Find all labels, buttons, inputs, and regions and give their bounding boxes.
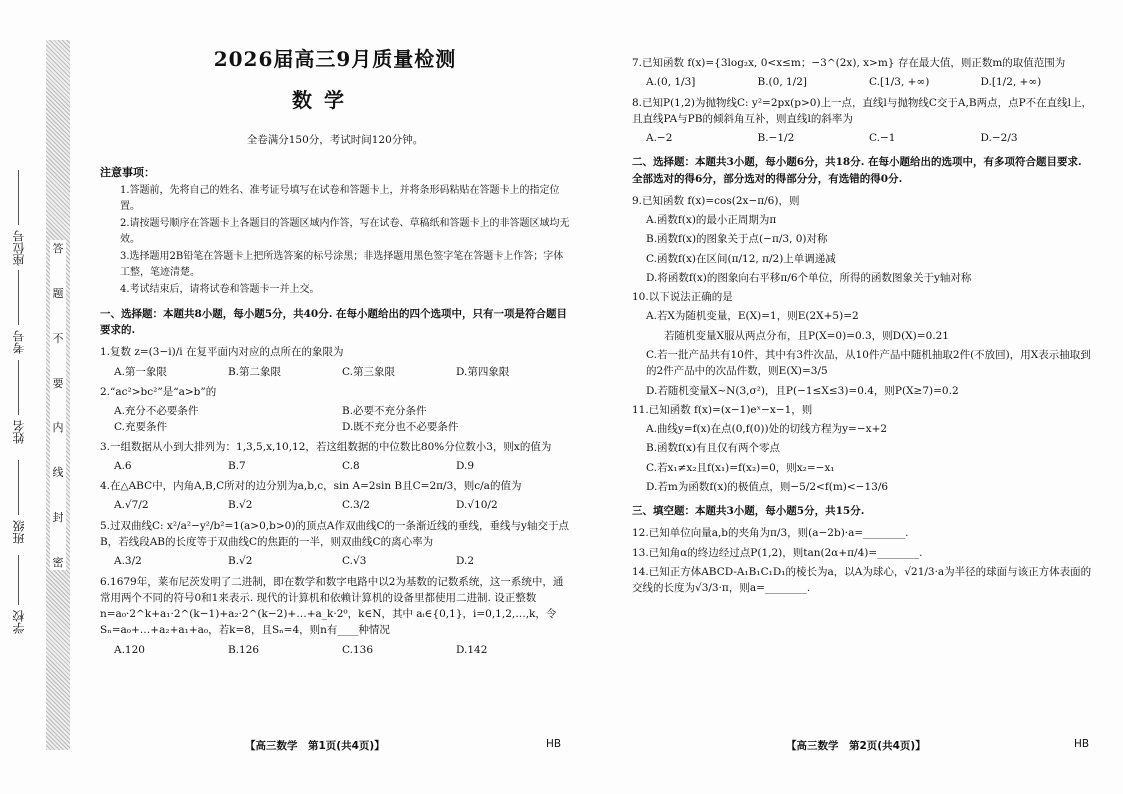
question-10: 10.以下说法正确的是 (632, 291, 733, 304)
question-8-options (646, 130, 1092, 146)
question-1-options (114, 364, 570, 380)
option: D.既不充分也不必要条件 (342, 421, 459, 434)
seal-char: 不 (52, 331, 64, 345)
note-item: 3.选择题用2B铅笔在答题卡上把所选答案的标号涂黑；非选择题用黑色签字笔在答题卡上作答；字体工整，笔迹清楚。 (120, 251, 564, 278)
option: B.(0, 1/2] (757, 76, 808, 89)
option: A.第一象限 (114, 365, 167, 378)
option: D.若m为函数f(x)的极值点，则−5/2<f(m)<−13/6 (646, 480, 889, 493)
binding-margin (0, 0, 100, 794)
question-7: 7.已知函数 f(x)={3log₂x, 0<x≤m；−3^(2x), x>m} 存在最大值，则正数m的取值范围为 (632, 57, 1066, 69)
option: B.126 (228, 643, 260, 656)
question-4: 4.在△ABC中，内角A,B,C所对的边分别为a,b,c，sin A=2sin B且C=2π/3，则c/a的值为 (100, 480, 522, 493)
question-9: 9.已知函数 f(x)=cos(2x−π/6)，则 (632, 194, 800, 207)
notes-title: 注意事项： (100, 166, 155, 180)
option: C.若x₁≠x₂且f(x₁)=f(x₂)=0，则x₂=−x₁ (646, 461, 835, 474)
question-5: 5.过双曲线C: x²/a²−y²/b²=1(a>0,b>0)的顶点A作双曲线C的一条渐近线的垂线，垂线与y轴交于点B，若线段AB的长度等于双曲线C的焦距的一半，则双曲线C的离心率为 (100, 519, 569, 548)
exam-number-field[interactable] (18, 270, 19, 325)
option: A.6 (114, 459, 132, 472)
option: C.√3 (342, 555, 367, 568)
option: D.√10/2 (456, 499, 498, 512)
option: C.若一批产品共有10件，其中有3件次品，从10件产品中随机抽取2件(不放回)，用X表示抽取到的2件产品中的次品件数，则E(X)=3/5 (646, 348, 1091, 378)
option: B.√2 (228, 499, 253, 512)
option: A.曲线y=f(x)在点(0,f(0))处的切线方程为y=−x+2 (646, 423, 888, 436)
option: D.[1/2, +∞) (980, 76, 1042, 89)
seal-char: 线 (52, 466, 64, 480)
seal-char: 内 (52, 421, 64, 435)
option: C.136 (342, 643, 374, 656)
section-1-header: 一、选择题：本题共8小题，每小题5分，共40分. 在每小题给出的四个选项中，只有一项是符合题目要求的. (100, 307, 568, 337)
option: A.充分不必要条件 (114, 405, 199, 418)
question-11: 11.已知函数 f(x)=(x−1)eˣ−x−1，则 (632, 403, 813, 416)
page-2-footer: 【高三数学 第2页(共4页)】 (786, 740, 926, 752)
seal-char: 答 (52, 242, 64, 255)
question-5-options (114, 553, 570, 569)
exam-page-2 (632, 52, 1092, 599)
option: B.√2 (228, 555, 253, 568)
question-2: 2.“ac²>bc²”是“a>b”的 (100, 385, 217, 398)
option: A.√7/2 (114, 499, 149, 512)
question-6-options (114, 642, 570, 658)
subject-title: 数学 (292, 88, 356, 112)
school-field[interactable] (18, 555, 19, 605)
question-1: 1.复数 z=(3−i)/i 在复平面内对应的点所在的象限为 (100, 346, 344, 359)
option: C.函数f(x)在区间(π/12, π/2)上单调递减 (646, 252, 836, 265)
note-item: 1.答题前，先将自己的姓名、准考证号填写在试卷和答题卡上，并将条形码粘贴在答题卡上的指定位置。 (120, 185, 560, 212)
seal-char: 要 (52, 376, 64, 390)
option: C.第三象限 (342, 365, 395, 378)
option: D.2 (456, 555, 475, 568)
name-label: 姓名 (12, 420, 26, 444)
option: C.充要条件 (114, 421, 167, 434)
option: A.3/2 (114, 555, 142, 568)
section-2-header: 二、选择题：本题共3小题，每小题6分，共18分. 在每小题给出的选项中，有多项符合题目要求. 全部选对的得6分，部分选对的得部分分，有选错的得0分. (632, 156, 1082, 185)
section-3-header: 三、填空题：本题共3小题，每小题5分，共15分. (632, 505, 865, 518)
exam-page-1 (100, 40, 570, 662)
option: A.(0, 1/3] (646, 76, 696, 89)
seat-number-label: 座位号 (12, 230, 26, 266)
question-7-options (646, 74, 1092, 90)
question-2-options (114, 403, 570, 436)
option: C.8 (342, 459, 360, 472)
option: A.120 (114, 643, 145, 656)
question-12: 12.已知单位向量a,b的夹角为π/3，则(a−2b)·a=________. (632, 527, 909, 540)
question-3: 3.一组数据从小到大排列为：1,3,5,x,10,12，若这组数据的中位数比80%分位数小3，则x的值为 (100, 440, 552, 453)
seat-number-field[interactable] (18, 170, 19, 225)
option: D.若随机变量X~N(3,σ²)，且P(−1≤X≤3)=0.4，则P(X≥7)=0.2 (646, 384, 959, 397)
option: D.142 (456, 643, 488, 656)
option: D.−2/3 (980, 132, 1018, 145)
question-3-options (114, 458, 570, 474)
note-item: 2.请按题号顺序在答题卡上各题目的答题区域内作答，写在试卷、草稿纸和答题卡上的非答题区域均无效。 (120, 218, 570, 245)
option: B.第二象限 (228, 365, 282, 378)
question-6: 6.1679年，莱布尼茨发明了二进制，即在数学和数字电路中以2为基数的记数系统，这一系统中，通常用两个不同的符号0和1来表示. 现代的计算机和依赖计算机的设备里都使用二进制. 设正整数 n=a₀·2^k+a₁·2^(k−1)+a₂·2^(k−2)+…+a_k·2⁰，k∈N，其中 aᵢ∈{0,1}，i=0,1,2,…,k，令 Sₙ=a₀+…+a₂+a₁+a₀，若k=8，且Sₙ=4，则n有____种情况 (100, 575, 564, 637)
option: C.[1/3, +∞) (869, 76, 930, 89)
note-item: 4.考试结束后，请将试卷和答题卡一并上交。 (120, 284, 320, 296)
option: D.9 (456, 459, 475, 472)
seal-char: 密 (52, 555, 64, 569)
option: B.−1/2 (757, 132, 795, 145)
question-4-options (114, 497, 570, 513)
option: A.函数f(x)的最小正周期为π (646, 214, 777, 227)
option: D.将函数f(x)的图象向右平移π/6个单位，所得的函数图象关于y轴对称 (646, 271, 972, 284)
seal-char: 题 (52, 286, 64, 300)
option: A.若X为随机变量，E(X)=1，则E(2X+5)=2 (646, 310, 859, 323)
option: B.7 (228, 459, 246, 472)
name-field[interactable] (18, 360, 19, 415)
page-2-code: HB (1074, 738, 1090, 750)
option: C.3/2 (342, 499, 370, 512)
school-label: 学校 (12, 610, 26, 634)
option: B.函数f(x)的图象关于点(−π/3, 0)对称 (646, 233, 828, 246)
option: B.函数f(x)有且仅有两个零点 (646, 442, 781, 455)
exam-number-label: 考号 (12, 330, 26, 354)
seal-char: 封 (52, 511, 64, 525)
option: B.必要不充分条件 (342, 405, 427, 418)
page-1-code: HB (546, 738, 562, 750)
page-1-footer: 【高三数学 第1页(共4页)】 (245, 740, 385, 752)
class-field[interactable] (18, 460, 19, 515)
exam-subtitle: 全卷满分150分，考试时间120分钟。 (246, 134, 424, 146)
option: D.第四象限 (456, 365, 510, 378)
question-13: 13.已知角α的终边经过点P(1,2)，则tan(2α+π/4)=________. (632, 546, 923, 559)
question-14: 14.已知正方体ABCD-A₁B₁C₁D₁的棱长为a，以A为球心，√21/3·a为半径的球面与该正方体表面的交线的长度为√3/3·π，则a=________. (632, 565, 1092, 595)
exam-title: 2026届高三9月质量检测 (213, 47, 457, 71)
class-label: 班级 (12, 520, 26, 544)
option: C.−1 (869, 132, 896, 145)
option-continued: 若随机变量X服从两点分布，且P(X=0)=0.3，则D(X)=0.21 (664, 329, 949, 342)
option: A.−2 (646, 132, 673, 145)
seal-line (50, 240, 66, 570)
question-8: 8.已知P(1,2)为抛物线C: y²=2px(p>0)上一点，直线l与抛物线C交于A,B两点，点P不在直线l上，且直线PA与PB的倾斜角互补，则直线l的斜率为 (632, 96, 1092, 125)
